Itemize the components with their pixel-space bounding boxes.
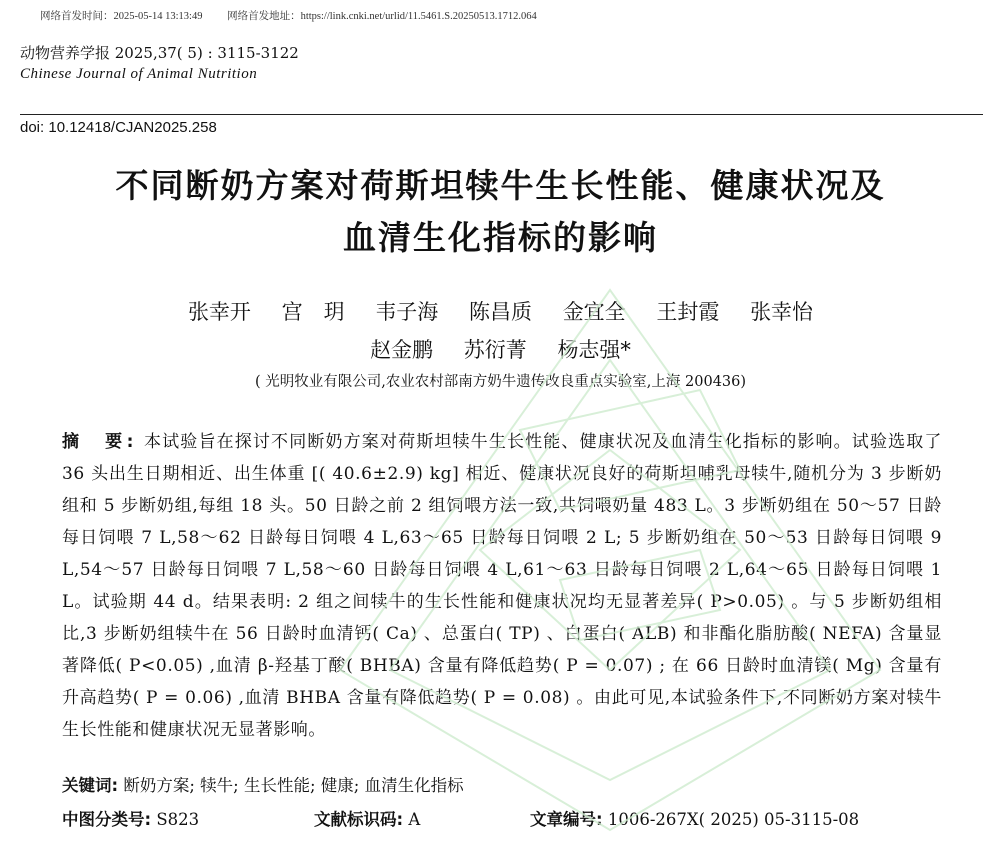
document-code-label: 文献标识码: (314, 810, 404, 829)
journal-name-cn: 动物营养学报 2025,37( 5) : 3115-3122 (20, 44, 299, 62)
author: 陈昌质 (469, 300, 532, 324)
publication-time: 网络首发时间：2025-05-14 13:13:49 (40, 11, 203, 22)
document-code-value: A (403, 810, 421, 829)
author: 王封霞 (656, 300, 720, 324)
abstract-text: 本试验旨在探讨不同断奶方案对荷斯坦犊牛生长性能、健康状况及血清生化指标的影响。试验选取了 36 头出生日期相近、出生体重 [( 40.6±2.9) kg] 相近、健康状况良好的荷斯坦哺乳母犊牛,随机分为 3 步断奶组和 5 步断奶组,每组 18 头。50 日龄之前 2 组饲喂方法一致,共饲喂奶量 483 L。3 步断奶组在 50～57 日龄每日饲喂 7 L,58～62 日龄每日饲喂 4 L,63～65 日龄每日饲喂 2 L; 5 步断奶组在 50～53 日龄每日饲喂 9 L,54～57 日龄每日饲喂 7 L,58～60 日龄每日饲喂 4 L,61～63 日龄每日饲喂 2 L,64～65 日龄每日饲喂 1 L。试验期 44 d。结果表明: 2 组之间犊牛的生长性能和健康状况均无显著差异( P>0.05) 。与 5 步断奶组相比,3 步断奶组犊牛在 56 日龄时血清钙( Ca) 、总蛋白( TP) 、白蛋白( ALB) 和非酯化脂肪酸( NEFA) 含量显著降低( P<0.05) ,血清 β-羟基丁酸( BHBA) 含量有降低趋势( P = 0.07) ; 在 66 日龄时血清镁( Mg) 含量有升高趋势( P = 0.06) ,血清 BHBA 含量有降低趋势( P = 0.08) 。由此可见,本试验条件下,不同断奶方案对犊牛生长性能和健康状况无显著影响。 (62, 432, 942, 740)
publication-meta (40, 8, 559, 23)
author: 苏衍菁 (463, 338, 527, 362)
authors-line-2 (0, 334, 1001, 364)
clc-label: 中图分类号: (62, 810, 152, 829)
author: 张幸开 (187, 300, 251, 324)
keywords-text: 断奶方案; 犊牛; 生长性能; 健康; 血清生化指标 (123, 776, 464, 795)
journal-name-en: Chinese Journal of Animal Nutrition (20, 66, 258, 82)
article-number-label: 文章编号: (530, 810, 603, 829)
keywords-label: 关键词: (62, 776, 119, 795)
author: 张幸怡 (750, 300, 814, 324)
authors-line-1 (0, 296, 1001, 326)
document-code (314, 806, 420, 830)
publication-url[interactable]: 网络首发地址：https://link.cnki.net/urlid/11.5461.S.20250513.1712.064 (227, 11, 537, 22)
doi[interactable]: doi: 10.12418/CJAN2025.258 (20, 119, 217, 136)
author: 韦子海 (375, 300, 439, 324)
article-number-value: 1006-267X( 2025) 05-3115-08 (602, 810, 860, 829)
author: 宫 玥 (281, 300, 345, 324)
header-divider (20, 114, 983, 115)
abstract (62, 426, 942, 746)
author: 杨志强* (557, 338, 631, 362)
article-number (530, 806, 859, 830)
author: 赵金鹏 (370, 338, 434, 362)
clc-value: S823 (151, 810, 200, 829)
author: 金宜全 (562, 300, 626, 324)
keywords (62, 772, 464, 796)
paper-title-line-2: 血清生化指标的影响 (343, 218, 658, 257)
clc-number (62, 806, 199, 830)
affiliation: ( 光明牧业有限公司,农业农村部南方奶牛遗传改良重点实验室,上海 200436) (254, 374, 747, 390)
paper-title-line-1: 不同断奶方案对荷斯坦犊牛生长性能、健康状况及 (115, 166, 886, 205)
abstract-label: 摘 要: (62, 432, 138, 452)
